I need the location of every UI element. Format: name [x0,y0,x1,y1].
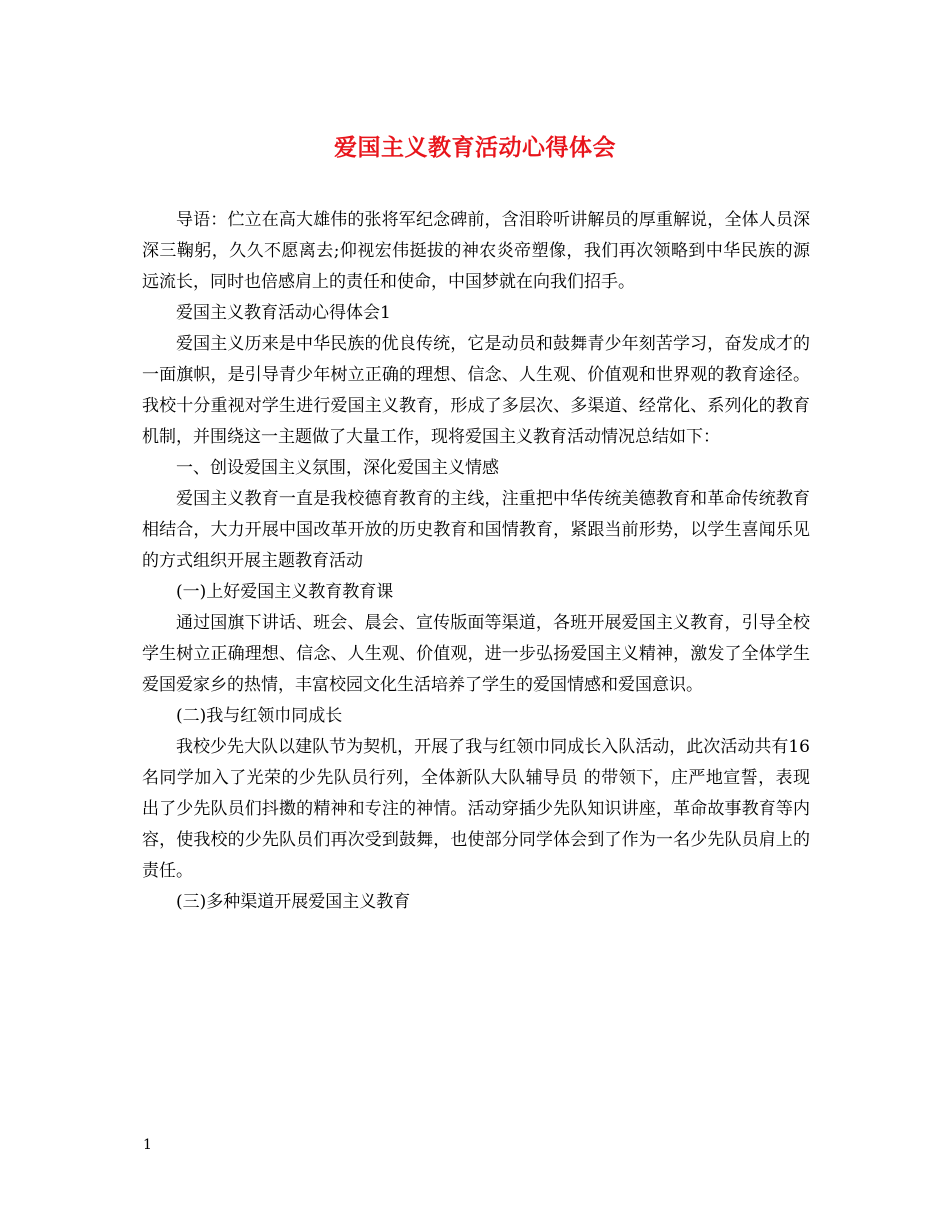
paragraph: 我校少先大队以建队节为契机，开展了我与红领巾同成长入队活动，此次活动共有16名同学加入了光荣的少先队员行列，全体新队大队辅导员 的带领下，庄严地宣誓，表现出了少先队员们抖擞的精神和专注的神情。活动穿插少先队知识讲座，革命故事教育等内容，使我校的少先队员们再次受到鼓舞，也使部分同学体会到了作为一名少先队员肩上的责任。 [142,737,810,881]
section-heading-1: 爱国主义教育活动心得体会1 [176,303,391,323]
paragraph: 通过国旗下讲话、班会、晨会、宣传版面等渠道，各班开展爱国主义教育，引导全校学生树立正确理想、信念、人生观、价值观，进一步弘扬爱国主义精神，激发了全体学生爱国爱家乡的热情，丰富校园文化生活培养了学生的爱国情感和爱国意识。 [142,613,810,695]
item-heading-2: (二)我与红领巾同成长 [176,706,343,726]
item-heading-3: (三)多种渠道开展爱国主义教育 [176,892,411,912]
paragraph: 爱国主义教育一直是我校德育教育的主线，注重把中华传统美德教育和革命传统教育相结合，大力开展中国改革开放的历史教育和国情教育，紧跟当前形势，以学生喜闻乐见的方式组织开展主题教育活动 [142,489,810,571]
document-body [142,205,810,918]
page-number: 1 [143,1137,152,1153]
subsection-heading: 一、创设爱国主义氛围，深化爱国主义情感 [176,458,499,478]
document-title: 爱国主义教育活动心得体会 [334,134,616,161]
paragraph: 爱国主义历来是中华民族的优良传统，它是动员和鼓舞青少年刻苦学习，奋发成才的一面旗帜，是引导青少年树立正确的理想、信念、人生观、价值观和世界观的教育途径。我校十分重视对学生进行爱国主义教育，形成了多层次、多渠道、经常化、系列化的教育机制，并围绕这一主题做了大量工作，现将爱国主义教育活动情况总结如下： [142,334,810,447]
item-heading-1: (一)上好爱国主义教育教育课 [176,582,394,602]
intro-paragraph: 导语：伫立在高大雄伟的张将军纪念碑前，含泪聆听讲解员的厚重解说，全体人员深深三鞠躬，久久不愿离去;仰视宏伟挺拔的神农炎帝塑像，我们再次领略到中华民族的源远流长，同时也倍感肩上的责任和使命，中国梦就在向我们招手。 [142,210,810,292]
